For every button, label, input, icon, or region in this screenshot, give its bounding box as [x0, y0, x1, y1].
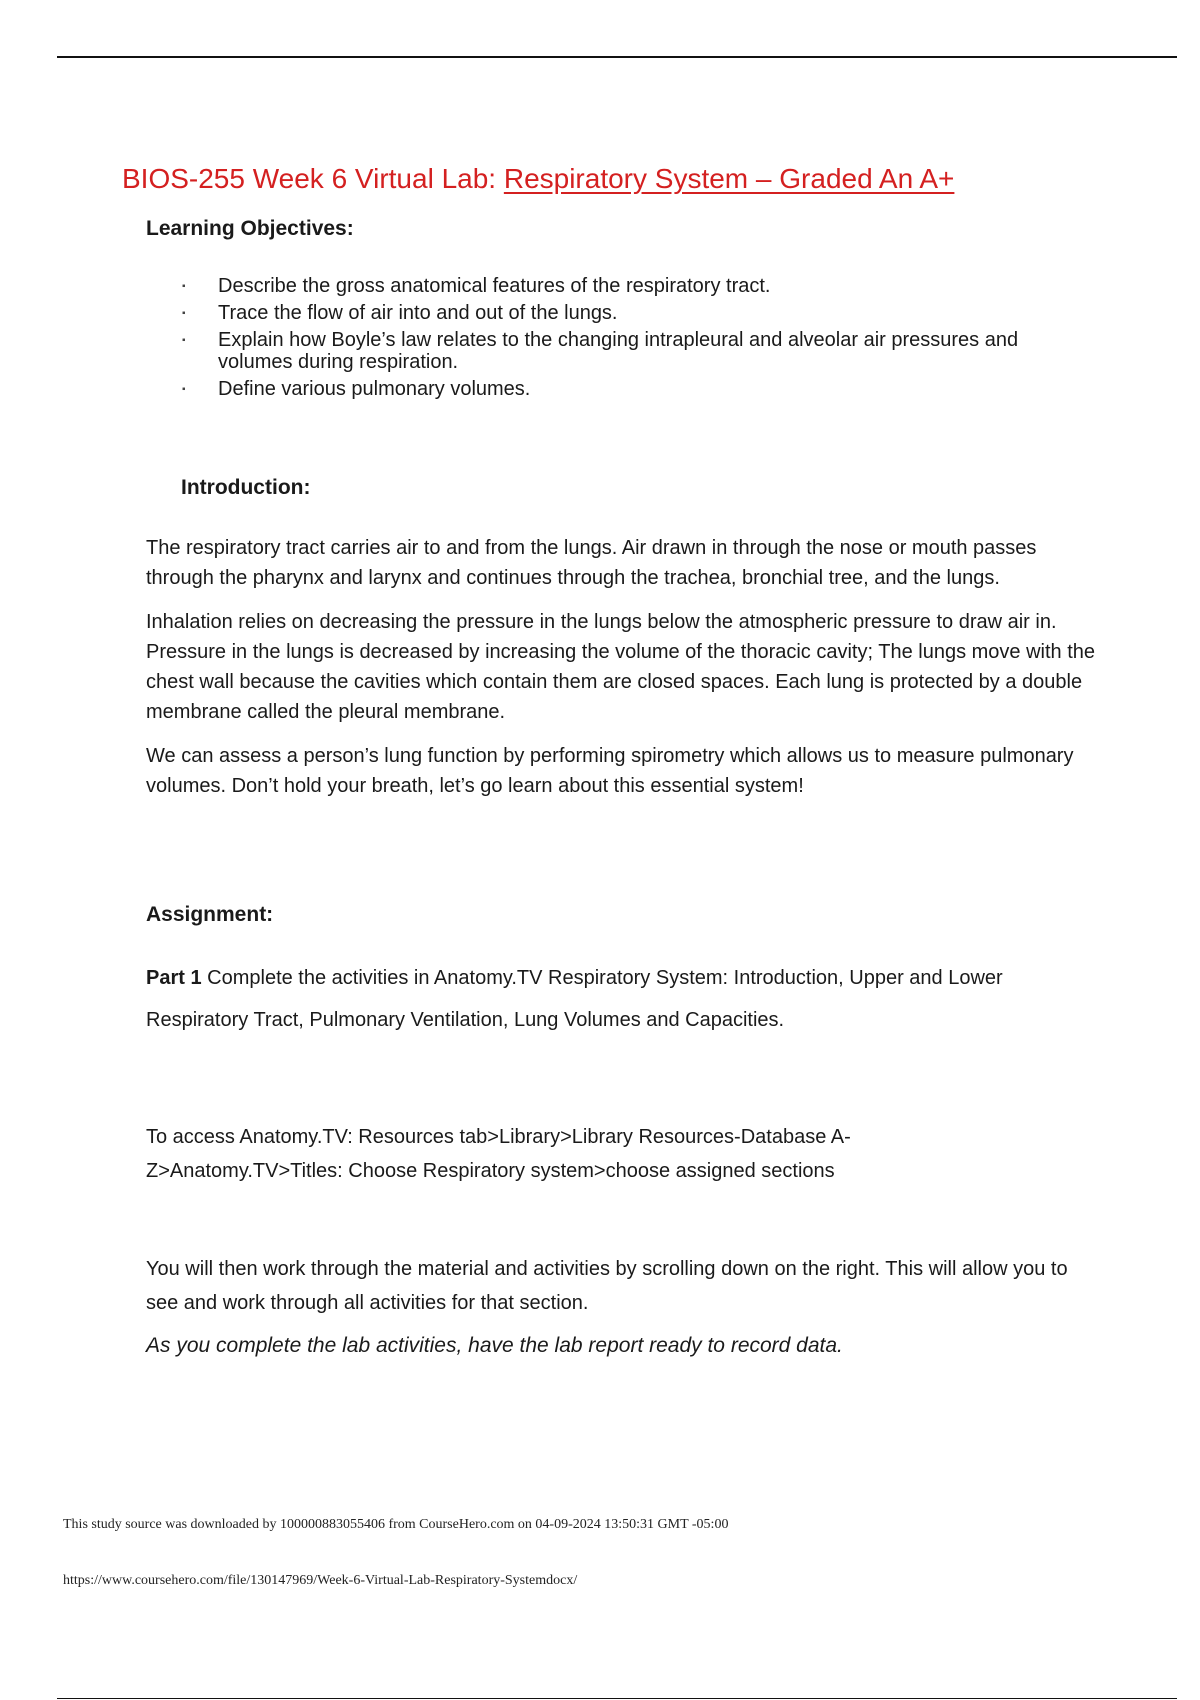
objectives-list	[182, 275, 1082, 405]
objective-item: ▪ Trace the flow of air into and out of the lungs.	[182, 302, 1082, 324]
part1-text: Complete the activities in Anatomy.TV Respiratory System: Introduction, Upper and Lower Respiratory Tract, Pulmonary Ventilation, Lung Volumes and Capacities.	[146, 967, 1003, 1031]
intro-paragraph: The respiratory tract carries air to and from the lungs. Air drawn in through the nose or mouth passes through the pharynx and larynx and continues through the trachea, bronchial tree, and the lungs.	[146, 537, 1037, 589]
learning-objectives-heading: Learning Objectives:	[146, 217, 354, 240]
lab-report-note: As you complete the lab activities, have the lab report ready to record data.	[146, 1334, 843, 1357]
source-url-line: https://www.coursehero.com/file/130147969/Week-6-Virtual-Lab-Respiratory-Systemdocx/	[63, 1573, 578, 1588]
title-prefix: BIOS-255 Week 6 Virtual Lab:	[122, 163, 504, 194]
title-underlined: Respiratory System – Graded An A+	[503, 163, 955, 194]
objective-item: ▪ Define various pulmonary volumes.	[182, 378, 1082, 400]
assignment-heading: Assignment:	[146, 903, 274, 926]
top-rule	[57, 56, 1177, 58]
introduction-body	[146, 533, 1096, 815]
objective-item: ▪ Explain how Boyle’s law relates to the changing intrapleural and alveolar air pressures and volumes during respiration.	[182, 329, 1082, 373]
introduction-heading: Introduction:	[181, 476, 311, 499]
work-instructions: You will then work through the material and activities by scrolling down on the right. This will allow you to see and work through all activities for that section.	[146, 1258, 1068, 1314]
document-title	[122, 163, 954, 195]
objective-item: ▪ Describe the gross anatomical features of the respiratory tract.	[182, 275, 1082, 297]
intro-paragraph: Inhalation relies on decreasing the pressure in the lungs below the atmospheric pressure to draw air in. Pressure in the lungs is decreased by increasing the volume of the thoracic cavity; The lungs move with the chest wall because the cavities which contain them are closed spaces. Each lung is protected by a double membrane called the pleural membrane.	[146, 611, 1096, 723]
intro-paragraph: We can assess a person’s lung function by performing spirometry which allows us to measure pulmonary volumes. Don’t hold your breath, let’s go learn about this essential system!	[146, 745, 1074, 797]
bottom-rule	[57, 1698, 1177, 1699]
access-instructions: To access Anatomy.TV: Resources tab>Library>Library Resources-Database A-Z>Anatomy.TV>Titles: Choose Respiratory system>choose assigned sections	[146, 1126, 851, 1182]
part1-paragraph	[146, 957, 1066, 1041]
part1-label: Part 1	[146, 967, 202, 989]
download-source-line: This study source was downloaded by 100000883055406 from CourseHero.com on 04-09-2024 13:50:31 GMT -05:00	[63, 1517, 729, 1532]
